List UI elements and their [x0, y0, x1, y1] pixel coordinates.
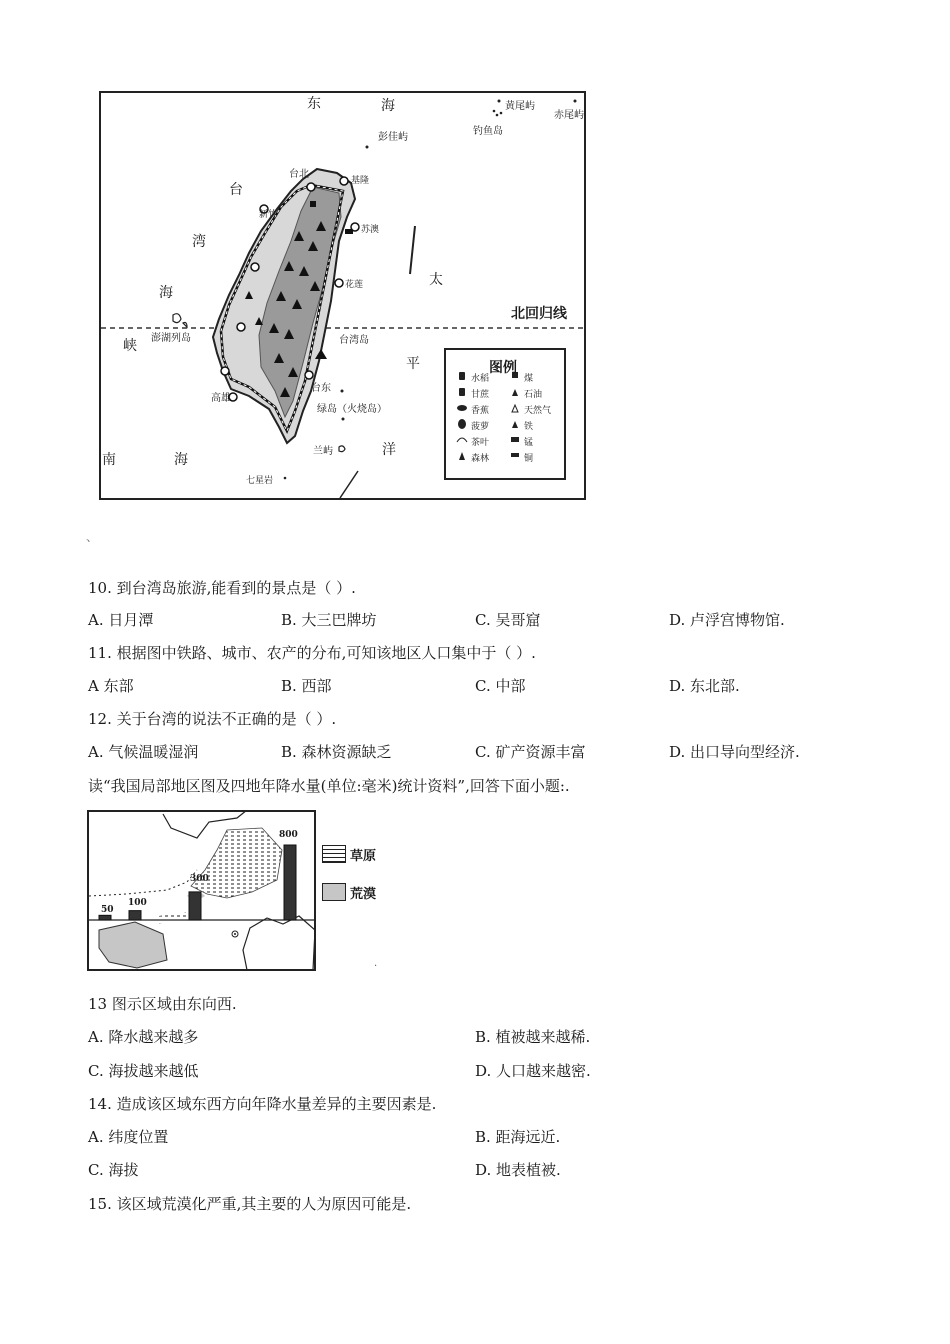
label-chiweiyu: 赤尾屿: [554, 110, 584, 121]
q13-option-b: B. 植被越来越稀.: [475, 1028, 591, 1046]
label-pacific-tai: 太: [429, 272, 443, 288]
legend-item-right: 铜: [524, 454, 534, 464]
label-qixingyan: 七星岩: [246, 476, 274, 486]
label-lanyu: 兰屿: [313, 446, 333, 457]
grassland-legend-swatch: [322, 845, 346, 863]
legend-item-right: 石油: [524, 390, 543, 400]
label-penghu: 澎湖列岛: [151, 333, 191, 344]
grassland-legend-label: 草原: [350, 849, 377, 864]
label-strait-tai: 台: [229, 182, 243, 198]
label-strait-xia: 峡: [123, 338, 137, 354]
label-huangweiyu: 黄尾屿: [505, 101, 535, 112]
legend-item-left: 香蕉: [471, 406, 490, 416]
q10-option-b: B. 大三巴牌坊: [281, 611, 377, 629]
reading-intro: 读“我国局部地区图及四地年降水量(单位:毫米)统计资料”,回答下面小题:.: [88, 777, 570, 795]
legend-item-left: 森林: [471, 454, 490, 464]
legend-title: 图例: [489, 360, 517, 376]
label-strait-hai: 海: [159, 285, 173, 301]
legend-item-right: 铁: [524, 422, 534, 432]
q13-option-d: D. 人口越来越密.: [475, 1062, 591, 1080]
q14-option-a: A. 纬度位置: [88, 1128, 169, 1146]
legend-item-left: 茶叶: [471, 438, 490, 448]
q11-option-d: D. 东北部.: [669, 677, 740, 695]
label-hualian: 花莲: [345, 280, 364, 290]
question-13-stem: 13 图示区域由东向西.: [88, 995, 237, 1013]
legend-item-right: 天然气: [524, 406, 552, 416]
label-diaoyudao: 钓鱼岛: [473, 126, 503, 137]
bar-label: 800: [279, 830, 298, 840]
stray-mark: 、: [86, 530, 99, 544]
bar-label: 100: [128, 898, 147, 908]
desert-legend-label: 荒漠: [350, 887, 377, 902]
q12-option-c: C. 矿产资源丰富: [475, 743, 586, 761]
label-tropic-of-cancer: 北回归线: [511, 306, 567, 322]
label-taidong: 台东: [311, 383, 331, 394]
precipitation-bar: [129, 911, 141, 920]
q10-option-c: C. 吴哥窟: [475, 611, 541, 629]
label-south-sea-nan: 南: [102, 452, 116, 468]
label-xinzhu: 新竹: [259, 210, 278, 220]
label-taiwan-island: 台湾岛: [339, 335, 369, 346]
legend-item-left: 甘蔗: [471, 390, 490, 400]
q11-option-b: B. 西部: [281, 677, 332, 695]
q13-option-a: A. 降水越来越多: [88, 1028, 199, 1046]
question-12-stem: 12. 关于台湾的说法不正确的是（ ）.: [88, 710, 337, 728]
label-suao: 苏澳: [361, 225, 380, 235]
question-14-stem: 14. 造成该区域东西方向年降水量差异的主要因素是.: [88, 1095, 437, 1113]
legend-item-right: 煤: [524, 374, 534, 384]
question-11-stem: 11. 根据图中铁路、城市、农产的分布,可知该地区人口集中于（ ）.: [88, 644, 536, 662]
precipitation-map: [87, 810, 316, 971]
q10-option-d: D. 卢浮宫博物馆.: [669, 611, 785, 629]
label-pengjiayu: 彭佳屿: [378, 132, 408, 143]
label-east-sea-hai: 海: [381, 98, 395, 114]
q10-option-a: A. 日月潭: [88, 611, 154, 629]
stray-mark: .: [374, 958, 378, 969]
label-ludao: 绿岛（火烧岛）: [317, 404, 387, 415]
label-pacific-ping: 平: [406, 356, 420, 372]
legend-item-left: 菠萝: [471, 422, 490, 432]
q14-option-c: C. 海拔: [88, 1161, 139, 1179]
label-strait-wan: 湾: [192, 234, 206, 250]
label-east-sea-dong: 东: [307, 96, 321, 112]
label-taibei: 台北: [289, 169, 309, 180]
q12-option-a: A. 气候温暖湿润: [88, 743, 199, 761]
legend-item-right: 锰: [524, 438, 534, 448]
q13-option-c: C. 海拔越来越低: [88, 1062, 199, 1080]
bar-label: 300: [190, 874, 209, 884]
q14-option-b: B. 距海远近.: [475, 1128, 561, 1146]
legend-item-left: 水稻: [471, 374, 490, 384]
bar-label: 50: [101, 905, 114, 915]
label-jilong: 基隆: [351, 176, 370, 186]
label-gaoxiong: 高雄: [211, 393, 231, 404]
q12-option-d: D. 出口导向型经济.: [669, 743, 800, 761]
precipitation-bar: [99, 915, 111, 920]
precipitation-bar: [189, 892, 201, 920]
q11-option-a: A 东部: [88, 677, 134, 695]
question-10-stem: 10. 到台湾岛旅游,能看到的景点是（ ）.: [88, 579, 356, 597]
label-pacific-yang: 洋: [382, 442, 396, 458]
question-15-stem: 15. 该区域荒漠化严重,其主要的人为原因可能是.: [88, 1195, 412, 1213]
precipitation-bar: [284, 845, 296, 920]
q12-option-b: B. 森林资源缺乏: [281, 743, 392, 761]
taiwan-map: [99, 91, 586, 500]
q11-option-c: C. 中部: [475, 677, 526, 695]
q14-option-d: D. 地表植被.: [475, 1161, 561, 1179]
label-south-sea-hai: 海: [174, 452, 188, 468]
desert-legend-swatch: [322, 883, 346, 901]
